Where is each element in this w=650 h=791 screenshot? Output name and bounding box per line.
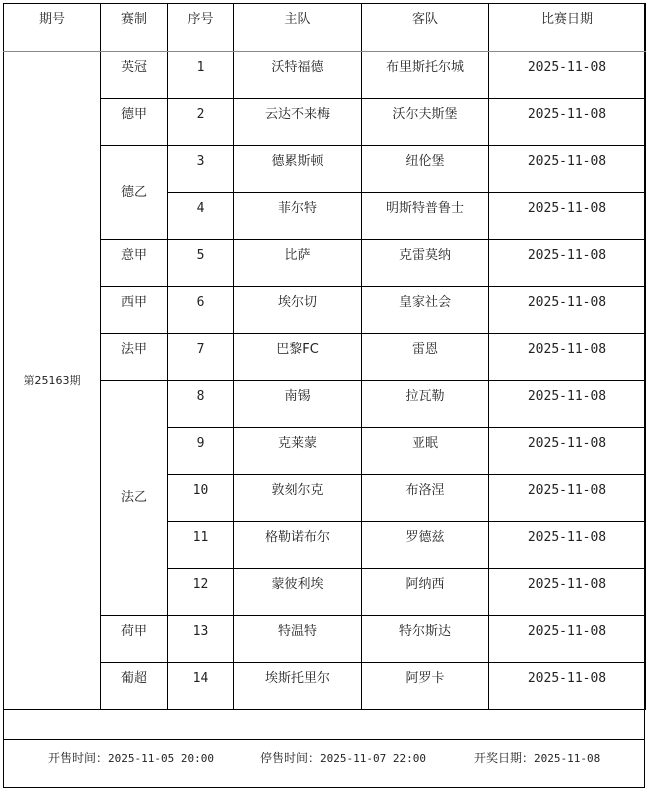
match-date-cell: 2025-11-08 [489,99,646,146]
home-team-cell: 特温特 [234,616,362,663]
home-team-cell: 格勒诺布尔 [234,522,362,569]
league-cell: 德乙 [101,146,168,240]
draw-date-value: 2025-11-08 [534,752,601,765]
league-cell: 葡超 [101,663,168,710]
away-team-cell: 特尔斯达 [362,616,489,663]
match-date-cell: 2025-11-08 [489,287,646,334]
seq-cell: 1 [168,52,234,99]
away-team-cell: 雷恩 [362,334,489,381]
home-team-cell: 敦刻尔克 [234,475,362,522]
home-team-cell: 克莱蒙 [234,428,362,475]
match-date-cell: 2025-11-08 [489,240,646,287]
match-date-cell: 2025-11-08 [489,569,646,616]
sale-stop-value: 2025-11-07 22:00 [320,752,426,765]
match-date-cell: 2025-11-08 [489,522,646,569]
away-team-cell: 罗德兹 [362,522,489,569]
table-row [4,616,646,663]
away-team-cell: 阿罗卡 [362,663,489,710]
table-row [4,146,646,193]
seq-cell: 9 [168,428,234,475]
seq-cell: 5 [168,240,234,287]
header-away: 客队 [362,4,489,52]
sale-info-footer [3,740,645,788]
seq-cell: 3 [168,146,234,193]
home-team-cell: 南锡 [234,381,362,428]
seq-cell: 2 [168,99,234,146]
seq-cell: 13 [168,616,234,663]
match-date-cell: 2025-11-08 [489,616,646,663]
table-row [4,52,646,99]
sale-start-label: 开售时间： [48,751,109,765]
seq-cell: 4 [168,193,234,240]
table-row [4,381,646,428]
match-date-cell: 2025-11-08 [489,663,646,710]
seq-cell: 14 [168,663,234,710]
sale-start-value: 2025-11-05 20:00 [108,752,214,765]
home-team-cell: 比萨 [234,240,362,287]
home-team-cell: 德累斯顿 [234,146,362,193]
draw-date-label: 开奖日期： [474,751,535,765]
league-cell: 法甲 [101,334,168,381]
match-date-cell: 2025-11-08 [489,193,646,240]
league-cell: 德甲 [101,99,168,146]
match-schedule-table [3,3,646,710]
sale-stop-time [260,749,426,766]
match-date-cell: 2025-11-08 [489,146,646,193]
match-date-cell: 2025-11-08 [489,52,646,99]
away-team-cell: 布洛涅 [362,475,489,522]
header-issue: 期号 [4,4,101,52]
match-date-cell: 2025-11-08 [489,381,646,428]
table-row [4,240,646,287]
home-team-cell: 菲尔特 [234,193,362,240]
league-cell: 英冠 [101,52,168,99]
away-team-cell: 克雷莫纳 [362,240,489,287]
header-row [4,4,646,52]
home-team-cell: 蒙彼利埃 [234,569,362,616]
away-team-cell: 纽伦堡 [362,146,489,193]
issue-cell: 第25163期 [4,52,101,710]
table-row [4,663,646,710]
league-cell: 荷甲 [101,616,168,663]
away-team-cell: 皇家社会 [362,287,489,334]
home-team-cell: 巴黎FC [234,334,362,381]
home-team-cell: 埃尔切 [234,287,362,334]
blank-spacer-row [3,714,645,740]
home-team-cell: 埃斯托里尔 [234,663,362,710]
sale-stop-label: 停售时间： [260,751,321,765]
seq-cell: 7 [168,334,234,381]
league-cell: 西甲 [101,287,168,334]
header-league: 赛制 [101,4,168,52]
league-cell: 意甲 [101,240,168,287]
draw-date [474,749,600,766]
away-team-cell: 布里斯托尔城 [362,52,489,99]
seq-cell: 6 [168,287,234,334]
header-seq: 序号 [168,4,234,52]
seq-cell: 10 [168,475,234,522]
match-date-cell: 2025-11-08 [489,475,646,522]
match-date-cell: 2025-11-08 [489,428,646,475]
table-row [4,99,646,146]
table-row [4,287,646,334]
away-team-cell: 拉瓦勒 [362,381,489,428]
home-team-cell: 云达不来梅 [234,99,362,146]
match-date-cell: 2025-11-08 [489,334,646,381]
sale-start-time [48,749,214,766]
away-team-cell: 亚眠 [362,428,489,475]
home-team-cell: 沃特福德 [234,52,362,99]
league-cell: 法乙 [101,381,168,616]
away-team-cell: 阿纳西 [362,569,489,616]
away-team-cell: 沃尔夫斯堡 [362,99,489,146]
seq-cell: 12 [168,569,234,616]
seq-cell: 8 [168,381,234,428]
header-date: 比赛日期 [489,4,646,52]
header-home: 主队 [234,4,362,52]
table-row [4,334,646,381]
seq-cell: 11 [168,522,234,569]
away-team-cell: 明斯特普鲁士 [362,193,489,240]
